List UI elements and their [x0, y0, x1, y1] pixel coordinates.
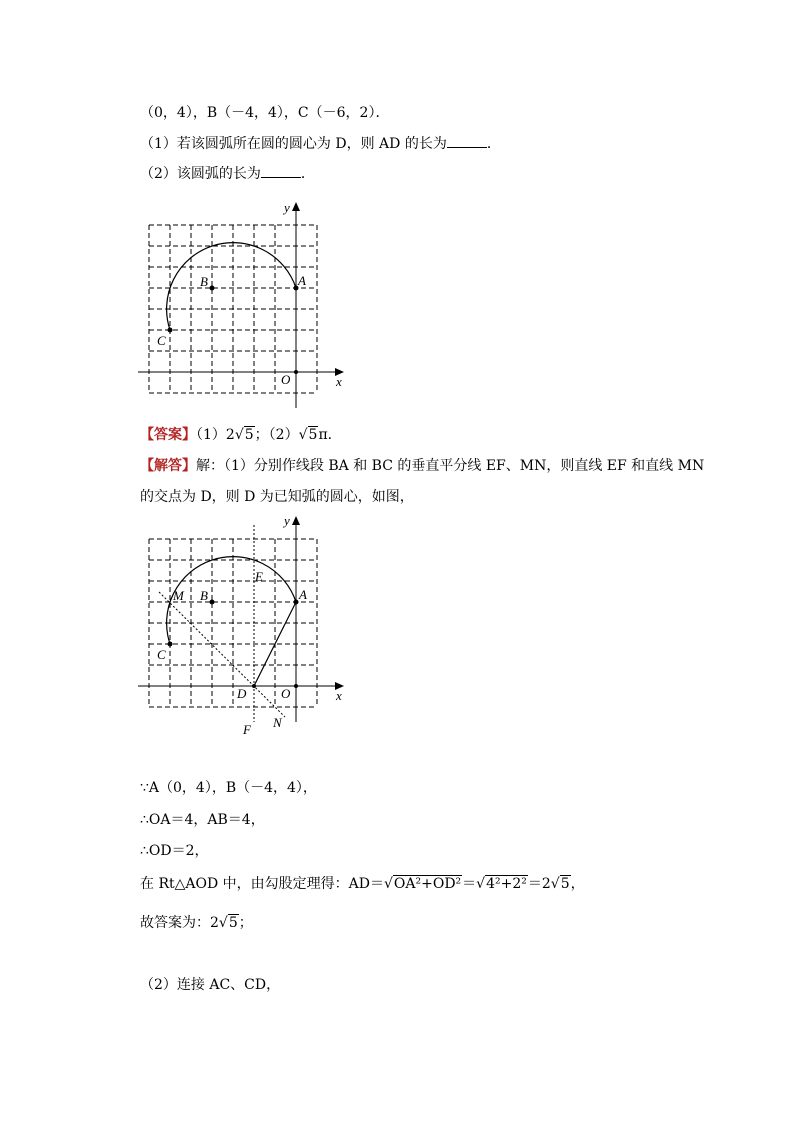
question-2-text: （2）该圆弧的长为 [140, 166, 261, 182]
step-pythagoras: 在 Rt△AOD 中，由勾股定理得：AD＝√OA²+OD²＝√4²+2²＝2√5， [140, 876, 585, 892]
step-lengths: ∴OA＝4，AB＝4， [140, 812, 265, 828]
solution-tag: 【解答】 [140, 458, 196, 474]
solution-text-1: 解：（1）分别作线段 BA 和 BC 的垂直平分线 EF、MN，则直线 EF 和直线 MN [196, 458, 705, 474]
step-answer: 故答案为：2√5； [140, 915, 253, 931]
fig1-point-b: B [200, 274, 208, 289]
answer-pi: π． [318, 427, 342, 443]
answer-radicand-1: 5 [244, 427, 254, 443]
answer-part1: （1）2 [196, 427, 235, 443]
figure-2-construction [130, 510, 360, 740]
step-answer-end: ； [238, 915, 253, 931]
fig1-y-label: y [284, 200, 290, 215]
answer-radicand-2: 5 [308, 427, 318, 443]
question-1-suffix: ． [486, 136, 501, 152]
radical-oa-od: OA²+OD² [393, 876, 462, 892]
fig2-y-label: y [284, 513, 290, 528]
step-answer-radicand: 5 [228, 915, 238, 931]
fig1-point-o: O [281, 372, 291, 387]
radical-4-2: 4²+2² [486, 876, 527, 892]
equals-sign: ＝ [462, 876, 477, 892]
step-answer-text: 故答案为：2 [140, 915, 219, 931]
equals-two: ＝2 [527, 876, 551, 892]
answer-separator: ；（2） [254, 427, 299, 443]
fig2-point-d: D [237, 686, 247, 701]
step-pythagoras-text: 在 Rt△AOD 中，由勾股定理得：AD＝ [140, 876, 384, 892]
fig2-point-f: F [243, 722, 251, 737]
answer-tag: 【答案】 [140, 427, 196, 443]
step-pythagoras-end: ， [570, 876, 585, 892]
radical-5: 5 [560, 876, 570, 892]
fig2-point-a: A [299, 587, 307, 602]
step-part-2: （2）连接 AC、CD， [140, 977, 281, 993]
figure-1-grid [130, 195, 350, 410]
step-od: ∴OD＝2， [140, 843, 209, 859]
answer-line: 【答案】（1）2√5；（2）√5π． [140, 427, 342, 443]
solution-line-1 [140, 456, 704, 476]
fig2-point-c: C [157, 647, 166, 662]
fig1-point-a: A [298, 273, 306, 288]
answer-blank-1 [447, 135, 487, 148]
answer-blank-2 [261, 165, 301, 178]
question-2-suffix: ． [300, 166, 315, 182]
fig2-point-m: M [173, 588, 184, 603]
fig1-point-c: C [157, 333, 166, 348]
step-given: ∵A（0，4），B（－4，4）， [140, 780, 317, 796]
question-1-text: （1）若该圆弧所在圆的圆心为 D，则 AD 的长为 [140, 136, 447, 152]
fig2-point-o: O [281, 686, 291, 701]
fig2-point-b: B [200, 588, 208, 603]
solution-line-2: 的交点为 D，则 D 为已知弧的圆心，如图， [140, 489, 414, 505]
fig2-x-label: x [336, 688, 342, 703]
question-2 [140, 164, 315, 184]
fig2-point-n: N [273, 715, 282, 730]
problem-coordinates: （0，4），B（－4，4），C（－6，2）． [140, 105, 390, 121]
question-1 [140, 134, 501, 154]
fig2-point-e: E [255, 569, 263, 584]
fig1-x-label: x [336, 374, 342, 389]
